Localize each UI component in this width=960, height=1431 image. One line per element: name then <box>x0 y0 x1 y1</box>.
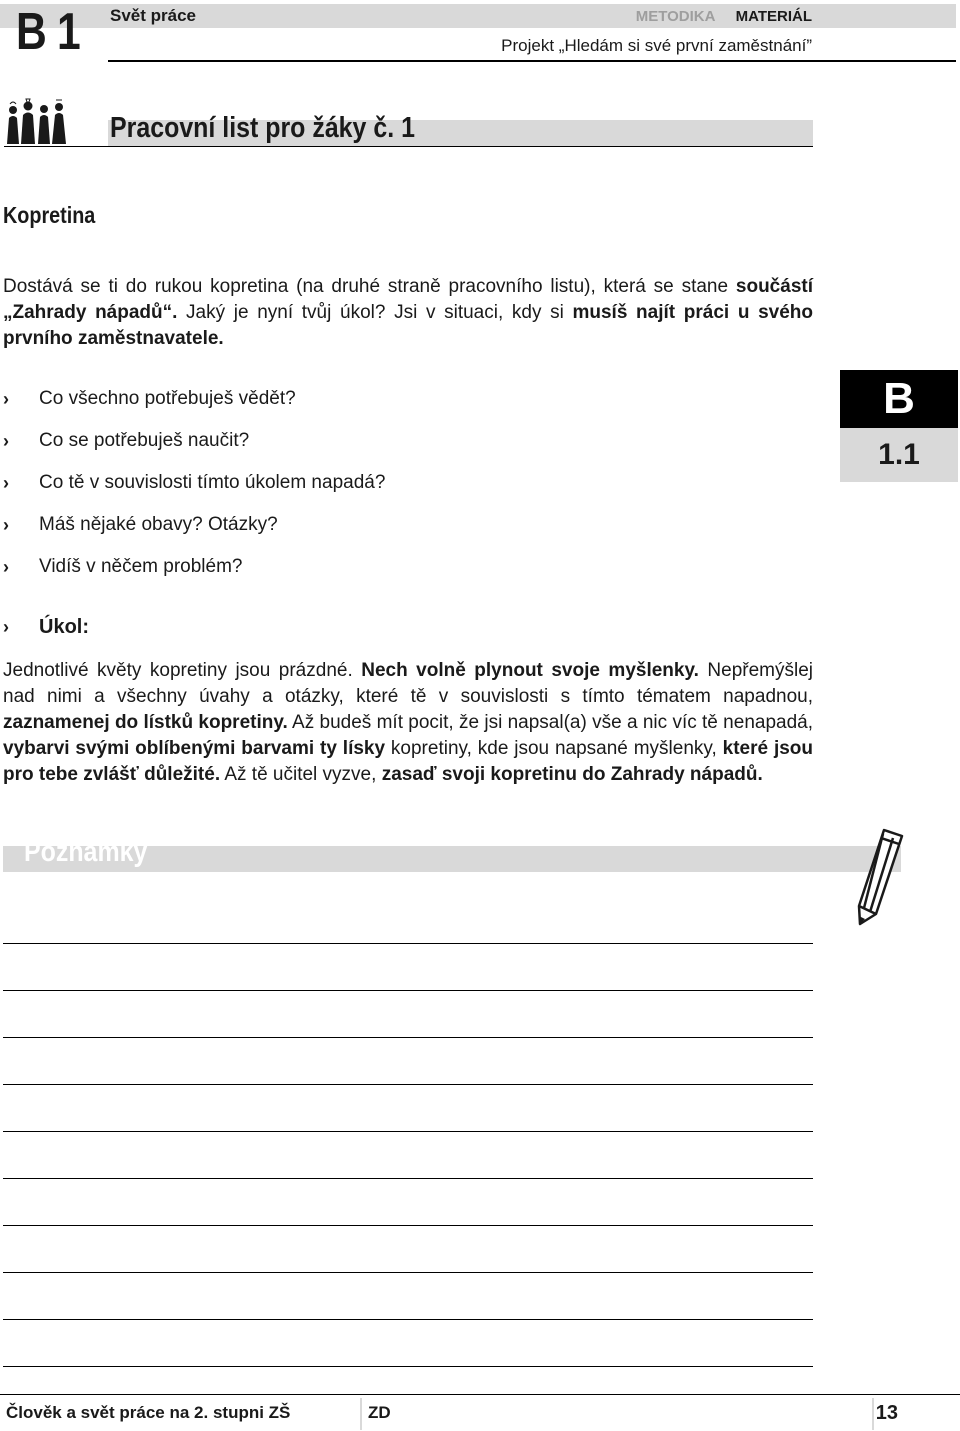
footer-rule <box>0 1394 960 1395</box>
note-line <box>3 1225 813 1226</box>
question-item <box>3 420 385 462</box>
chevron-right-icon: › <box>3 430 9 451</box>
task-paragraph <box>3 658 813 788</box>
note-line <box>3 990 813 991</box>
question-list <box>3 378 385 588</box>
page-number: 13 <box>875 1401 898 1424</box>
question-text: Co všechno potřebuješ vědět? <box>39 388 296 409</box>
note-line <box>3 943 813 944</box>
note-line <box>3 1178 813 1179</box>
chevron-right-icon: › <box>3 556 9 577</box>
project-title: Projekt „Hledám si své první zaměstnání” <box>501 36 812 55</box>
emphasis-text: zasaď svoji kopretinu do Zahrady nápadů. <box>381 764 763 785</box>
people-silhouettes-icon <box>4 96 68 146</box>
body-text: Jednotlivé květy kopretiny jsou prázdné. <box>3 660 362 681</box>
question-text: Co se potřebuješ naučit? <box>39 430 250 451</box>
tab-material[interactable]: MATERIÁL <box>735 8 812 25</box>
question-item <box>3 378 385 420</box>
tab-metodika[interactable]: METODIKA <box>635 8 716 25</box>
chevron-right-icon: › <box>3 514 9 535</box>
question-item <box>3 462 385 504</box>
body-text: kopretiny, kde jsou napsané myšlenky, <box>385 738 723 759</box>
note-line <box>3 1084 813 1085</box>
worksheet-title: Pracovní list pro žáky č. 1 <box>110 112 415 144</box>
side-tab-number: 1.1 <box>840 428 958 482</box>
note-line <box>3 1366 813 1367</box>
task-heading <box>3 616 89 639</box>
side-tab <box>840 370 958 482</box>
note-line <box>3 1131 813 1132</box>
task-label: Úkol: <box>39 616 89 638</box>
body-text: Jaký je nyní tvůj úkol? Jsi v situaci, kdy si <box>177 302 573 323</box>
note-line <box>3 1272 813 1273</box>
intro-paragraph <box>3 274 813 352</box>
body-text: Až tě učitel vyzve, <box>220 764 382 785</box>
note-line <box>3 1037 813 1038</box>
emphasis-text: musíš najít práci u svého prvního zaměstnavatele. <box>3 302 813 349</box>
question-text: Co tě v souvislosti tímto úkolem napadá? <box>39 472 386 493</box>
notes-title: Poznámky <box>24 836 148 868</box>
body-text: Dostává se ti do rukou kopretina (na druhé straně pracovního listu), která se stane <box>3 276 736 297</box>
section-title: Svět práce <box>110 6 196 25</box>
body-text: Až budeš mít pocit, že jsi napsal(a) vše a nic víc tě nenapadá, <box>287 712 813 733</box>
chevron-right-icon: › <box>3 388 9 409</box>
chevron-right-icon: › <box>3 617 9 637</box>
body-text: Nepřemýšlej nad nimi a všechny úvahy a otázky, které tě v souvislosti s tímto tématem napadnou, <box>3 660 813 707</box>
question-item <box>3 504 385 546</box>
note-line <box>3 1319 813 1320</box>
header-tabs <box>636 8 812 25</box>
header-rule <box>108 60 956 62</box>
emphasis-text: které jsou pro tebe zvlášť důležité. <box>3 738 813 785</box>
footer-divider <box>360 1398 362 1430</box>
footer-code: ZD <box>368 1403 391 1422</box>
emphasis-text: Nech volně plynout svoje myšlenky. <box>361 660 699 681</box>
section-code: B 1 <box>16 3 80 61</box>
question-item <box>3 546 385 588</box>
question-text: Máš nějaké obavy? Otázky? <box>39 514 278 535</box>
side-tab-letter: B <box>840 370 958 428</box>
pencil-icon <box>852 824 908 930</box>
footer-book-title: Člověk a svět práce na 2. stupni ZŠ <box>6 1403 291 1422</box>
emphasis-text: součástí „Zahrady nápadů“. <box>3 276 813 323</box>
chevron-right-icon: › <box>3 472 9 493</box>
section-heading: Kopretina <box>3 202 96 228</box>
question-text: Vidíš v něčem problém? <box>39 556 243 577</box>
title-underline <box>4 146 813 147</box>
footer-divider <box>872 1398 874 1430</box>
emphasis-text: zaznamenej do lístků kopretiny. <box>3 712 288 733</box>
emphasis-text: vybarvi svými oblíbenými barvami ty lísky <box>3 738 386 759</box>
